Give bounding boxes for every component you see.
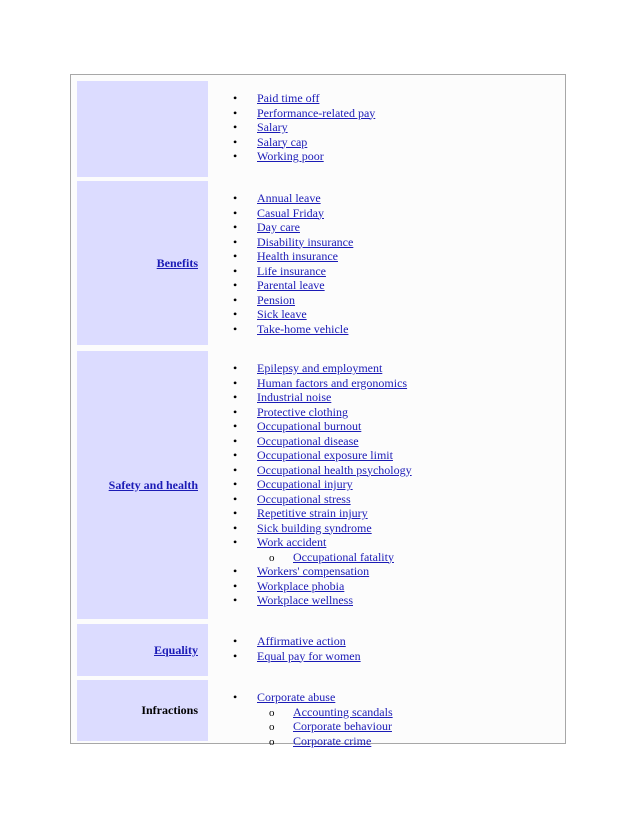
bullet-icon: • bbox=[233, 220, 238, 234]
bullet-icon: • bbox=[233, 390, 238, 404]
list-link[interactable]: Sick building syndrome bbox=[257, 520, 372, 535]
bullet-icon: • bbox=[233, 234, 238, 249]
list-item bbox=[233, 293, 353, 308]
list-item bbox=[233, 264, 353, 279]
list-link[interactable]: Occupational disease bbox=[257, 433, 359, 448]
list-link[interactable]: Equal pay for women bbox=[257, 648, 361, 663]
bullet-icon: • bbox=[233, 249, 238, 263]
list-item bbox=[233, 191, 353, 206]
bullet-icon: • bbox=[233, 375, 238, 390]
list-link[interactable]: Paid time off bbox=[257, 91, 320, 105]
sub-list-link[interactable]: Corporate behaviour bbox=[293, 719, 392, 733]
list-link[interactable]: Workers' compensation bbox=[257, 564, 370, 578]
table-row bbox=[77, 181, 561, 345]
list-link[interactable]: Pension bbox=[257, 292, 296, 307]
bullet-icon: • bbox=[233, 149, 238, 163]
list-item bbox=[233, 634, 361, 649]
row-header: Infractions bbox=[77, 680, 208, 741]
list-item bbox=[233, 649, 361, 664]
list-link[interactable]: Life insurance bbox=[257, 263, 326, 278]
row-header[interactable]: Equality bbox=[77, 624, 208, 676]
list-link[interactable]: Sick leave bbox=[257, 307, 307, 321]
list-link[interactable]: Casual Friday bbox=[257, 205, 324, 220]
list-link[interactable]: Day care bbox=[257, 220, 300, 234]
bullet-icon: • bbox=[233, 535, 238, 549]
bullet-icon: • bbox=[233, 634, 238, 648]
list-item bbox=[233, 477, 412, 492]
circle-bullet-icon: o bbox=[269, 551, 275, 564]
list-item bbox=[233, 106, 375, 121]
bullet-icon: • bbox=[233, 120, 238, 134]
bullet-icon: • bbox=[233, 491, 238, 506]
bullet-icon: • bbox=[233, 593, 238, 607]
link-list bbox=[233, 91, 375, 164]
list-link[interactable]: Health insurance bbox=[257, 249, 338, 263]
link-list bbox=[233, 634, 361, 663]
sub-list-item bbox=[233, 734, 393, 749]
list-link[interactable]: Take-home vehicle bbox=[257, 321, 349, 336]
list-item bbox=[233, 278, 353, 293]
bullet-icon: • bbox=[233, 564, 238, 578]
list-link[interactable]: Industrial noise bbox=[257, 390, 332, 404]
row-header[interactable]: Safety and health bbox=[77, 351, 208, 619]
row-header bbox=[77, 81, 208, 177]
list-item bbox=[233, 149, 375, 164]
list-link[interactable]: Corporate abuse bbox=[257, 690, 336, 704]
row-header[interactable]: Benefits bbox=[77, 181, 208, 345]
list-link[interactable]: Occupational stress bbox=[257, 491, 351, 506]
bullet-icon: • bbox=[233, 578, 238, 593]
list-item bbox=[233, 322, 353, 337]
list-link[interactable]: Working poor bbox=[257, 149, 324, 163]
bullet-icon: • bbox=[233, 433, 238, 448]
list-link[interactable]: Protective clothing bbox=[257, 404, 348, 419]
bullet-icon: • bbox=[233, 404, 238, 419]
bullet-icon: • bbox=[233, 205, 238, 220]
list-item bbox=[233, 376, 412, 391]
list-item bbox=[233, 235, 353, 250]
list-link[interactable]: Occupational injury bbox=[257, 477, 353, 491]
link-list bbox=[233, 690, 393, 748]
list-item bbox=[233, 120, 375, 135]
table-row bbox=[77, 680, 561, 748]
bullet-icon: • bbox=[233, 648, 238, 663]
bullet-icon: • bbox=[233, 292, 238, 307]
list-item bbox=[233, 307, 353, 322]
list-link[interactable]: Occupational burnout bbox=[257, 419, 362, 433]
list-item bbox=[233, 492, 412, 507]
list-link[interactable]: Workplace wellness bbox=[257, 593, 353, 607]
list-link[interactable]: Epilepsy and employment bbox=[257, 361, 383, 375]
list-item bbox=[233, 579, 412, 594]
list-link[interactable]: Work accident bbox=[257, 535, 327, 549]
bullet-icon: • bbox=[233, 419, 238, 433]
circle-bullet-icon: o bbox=[269, 721, 275, 733]
bullet-icon: • bbox=[233, 321, 238, 336]
list-item bbox=[233, 405, 412, 420]
bullet-icon: • bbox=[233, 462, 238, 477]
bullet-icon: • bbox=[233, 105, 238, 120]
table-row bbox=[77, 351, 561, 619]
table-row bbox=[77, 624, 561, 676]
list-link[interactable]: Salary cap bbox=[257, 134, 308, 149]
list-item bbox=[233, 448, 412, 463]
list-item bbox=[233, 463, 412, 478]
list-item bbox=[233, 564, 412, 579]
bullet-icon: • bbox=[233, 134, 238, 149]
sub-list-item bbox=[233, 705, 393, 720]
bullet-icon: • bbox=[233, 91, 238, 105]
list-link[interactable]: Occupational health psychology bbox=[257, 462, 412, 477]
list-item bbox=[233, 521, 412, 536]
bullet-icon: • bbox=[233, 361, 238, 375]
list-link[interactable]: Occupational exposure limit bbox=[257, 448, 393, 462]
bullet-icon: • bbox=[233, 477, 238, 491]
bullet-icon: • bbox=[233, 307, 238, 321]
list-link[interactable]: Parental leave bbox=[257, 278, 325, 292]
list-item bbox=[233, 390, 412, 405]
list-item bbox=[233, 135, 375, 150]
list-link[interactable]: Human factors and ergonomics bbox=[257, 375, 408, 390]
list-item bbox=[233, 220, 353, 235]
list-link[interactable]: Repetitive strain injury bbox=[257, 506, 368, 520]
list-item bbox=[233, 434, 412, 449]
link-list bbox=[233, 191, 353, 336]
bullet-icon: • bbox=[233, 520, 238, 535]
list-link[interactable]: Workplace phobia bbox=[257, 578, 345, 593]
circle-bullet-icon: o bbox=[269, 706, 275, 719]
link-list bbox=[233, 361, 412, 608]
circle-bullet-icon: o bbox=[269, 735, 275, 748]
list-item bbox=[233, 419, 412, 434]
bullet-icon: • bbox=[233, 690, 238, 704]
list-item bbox=[233, 249, 353, 264]
list-item bbox=[233, 361, 412, 376]
list-link[interactable]: Disability insurance bbox=[257, 234, 354, 249]
list-item bbox=[233, 535, 412, 550]
list-item bbox=[233, 91, 375, 106]
sub-list-item bbox=[233, 550, 412, 565]
bullet-icon: • bbox=[233, 278, 238, 292]
list-link[interactable]: Annual leave bbox=[257, 191, 321, 205]
list-link[interactable]: Performance-related pay bbox=[257, 105, 376, 120]
list-link[interactable]: Affirmative action bbox=[257, 634, 346, 648]
sub-list-link[interactable]: Occupational fatality bbox=[293, 549, 394, 564]
bullet-icon: • bbox=[233, 448, 238, 462]
table-row bbox=[77, 81, 561, 177]
navbox-table bbox=[70, 74, 566, 748]
bullet-icon: • bbox=[233, 506, 238, 520]
list-item bbox=[233, 593, 412, 608]
list-item bbox=[233, 206, 353, 221]
list-item bbox=[233, 690, 393, 705]
bullet-icon: • bbox=[233, 263, 238, 278]
sub-list-link[interactable]: Corporate crime bbox=[293, 733, 372, 748]
list-link[interactable]: Salary bbox=[257, 120, 288, 134]
sub-list-link[interactable]: Accounting scandals bbox=[293, 704, 393, 719]
sub-list-item bbox=[233, 719, 393, 734]
bullet-icon: • bbox=[233, 191, 238, 205]
list-item bbox=[233, 506, 412, 521]
